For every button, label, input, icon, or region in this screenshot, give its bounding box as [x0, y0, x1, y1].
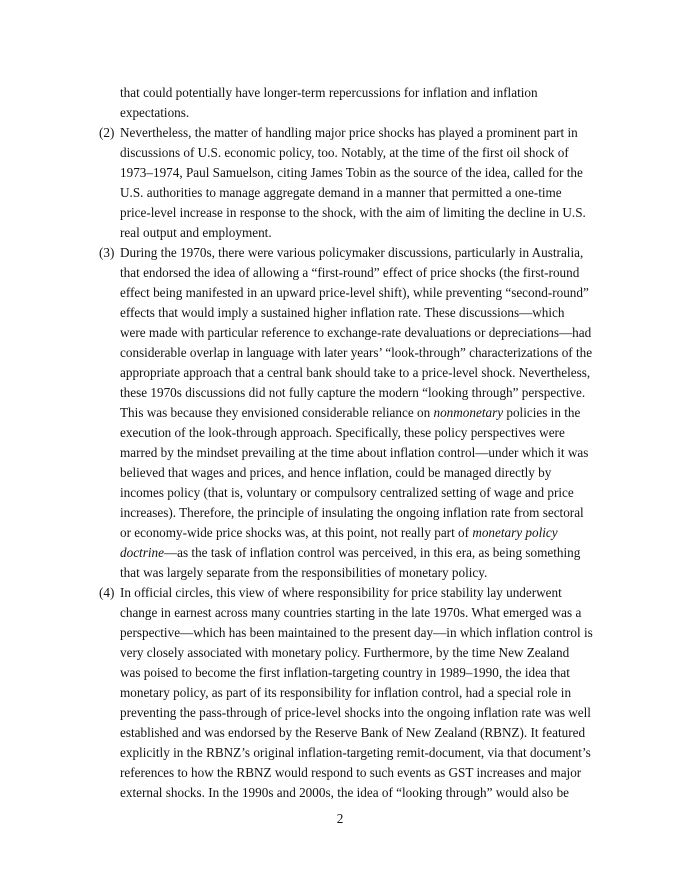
- emphasis-text: doctrine: [120, 545, 164, 560]
- continuation-paragraph: [120, 83, 600, 123]
- text-segment: This was because they envisioned considerable reliance on: [120, 405, 434, 420]
- list-item-2: [99, 123, 600, 243]
- text-line: discussions of U.S. economic policy, too. Notably, at the time of the first oil shock of: [120, 145, 569, 160]
- text-segment: policies in the: [503, 405, 581, 420]
- list-item-number: (3): [99, 245, 115, 260]
- text-line: preventing the pass-through of price-level shocks into the ongoing inflation rate was well: [120, 705, 591, 720]
- text-line: established and was endorsed by the Reserve Bank of New Zealand (RBNZ). It featured: [120, 725, 586, 740]
- text-line: effects that would imply a sustained higher inflation rate. These discussions—which: [120, 305, 565, 320]
- text-line: [120, 403, 600, 423]
- text-line: U.S. authorities to manage aggregate demand in a manner that permitted a one-time: [120, 185, 562, 200]
- text-line: change in earnest across many countries starting in the late 1970s. What emerged was a: [120, 605, 582, 620]
- emphasis-text: monetary policy: [472, 525, 558, 540]
- text-line: monetary policy, as part of its responsibility for inflation control, had a special role in: [120, 685, 572, 700]
- text-line: In official circles, this view of where responsibility for price stability lay underwent: [120, 585, 562, 600]
- emphasis-text: nonmonetary: [433, 405, 504, 420]
- text-line: appropriate approach that a central bank should take to a price-level shock. Nevertheless,: [120, 365, 591, 380]
- text-line: considerable overlap in language with later years’ “look-through” characterizations of the: [120, 345, 593, 360]
- text-line: very closely associated with monetary policy. Furthermore, by the time New Zealand: [120, 645, 570, 660]
- text-line: [120, 523, 600, 543]
- text-line: these 1970s discussions did not fully capture the modern “looking through” perspective.: [120, 385, 586, 400]
- text-line: marred by the mindset prevailing at the time about inflation control—under which it was: [120, 445, 589, 460]
- text-line: explicitly in the RBNZ’s original inflation-targeting remit-document, via that document’s: [120, 745, 591, 760]
- text-line: expectations.: [120, 105, 190, 120]
- text-line: price-level increase in response to the shock, with the aim of limiting the decline in U.S.: [120, 205, 586, 220]
- list-item-4: [99, 583, 600, 803]
- text-line: Nevertheless, the matter of handling major price shocks has played a prominent part in: [120, 125, 578, 140]
- text-line: that was largely separate from the responsibilities of monetary policy.: [120, 565, 488, 580]
- list-item-3: [99, 243, 600, 583]
- text-line: 1973–1974, Paul Samuelson, citing James Tobin as the source of the idea, called for the: [120, 165, 583, 180]
- text-line: real output and employment.: [120, 225, 272, 240]
- text-line: effect being manifested in an upward price-level shift), while preventing “second-round”: [120, 285, 589, 300]
- list-item-number: (2): [99, 125, 115, 140]
- text-line: increases). Therefore, the principle of insulating the ongoing inflation rate from sectoral: [120, 505, 584, 520]
- page-number: 2: [336, 811, 344, 826]
- text-line: references to how the RBNZ would respond to such events as GST increases and major: [120, 765, 582, 780]
- text-line: that endorsed the idea of allowing a “first-round” effect of price shocks (the first-round: [120, 265, 580, 280]
- text-line: incomes policy (that is, voluntary or compulsory centralized setting of wage and price: [120, 485, 574, 500]
- text-line: that could potentially have longer-term repercussions for inflation and inflation: [120, 85, 538, 100]
- text-line: During the 1970s, there were various policymaker discussions, particularly in Australia,: [120, 245, 584, 260]
- text-line: execution of the look-through approach. Specifically, these policy perspectives were: [120, 425, 565, 440]
- text-line: was poised to become the first inflation-targeting country in 1989–1990, the idea that: [120, 665, 570, 680]
- text-line: external shocks. In the 1990s and 2000s, the idea of “looking through” would also be: [120, 785, 570, 800]
- text-line: [120, 543, 600, 563]
- text-line: were made with particular reference to exchange-rate devaluations or depreciations—had: [120, 325, 592, 340]
- text-segment: —as the task of inflation control was perceived, in this era, as being something: [163, 545, 581, 560]
- text-line: perspective—which has been maintained to the present day—in which inflation control is: [120, 625, 593, 640]
- text-segment: or economy-wide price shocks was, at this point, not really part of: [120, 525, 473, 540]
- list-item-number: (4): [99, 585, 115, 600]
- text-line: believed that wages and prices, and hence inflation, could be managed directly by: [120, 465, 552, 480]
